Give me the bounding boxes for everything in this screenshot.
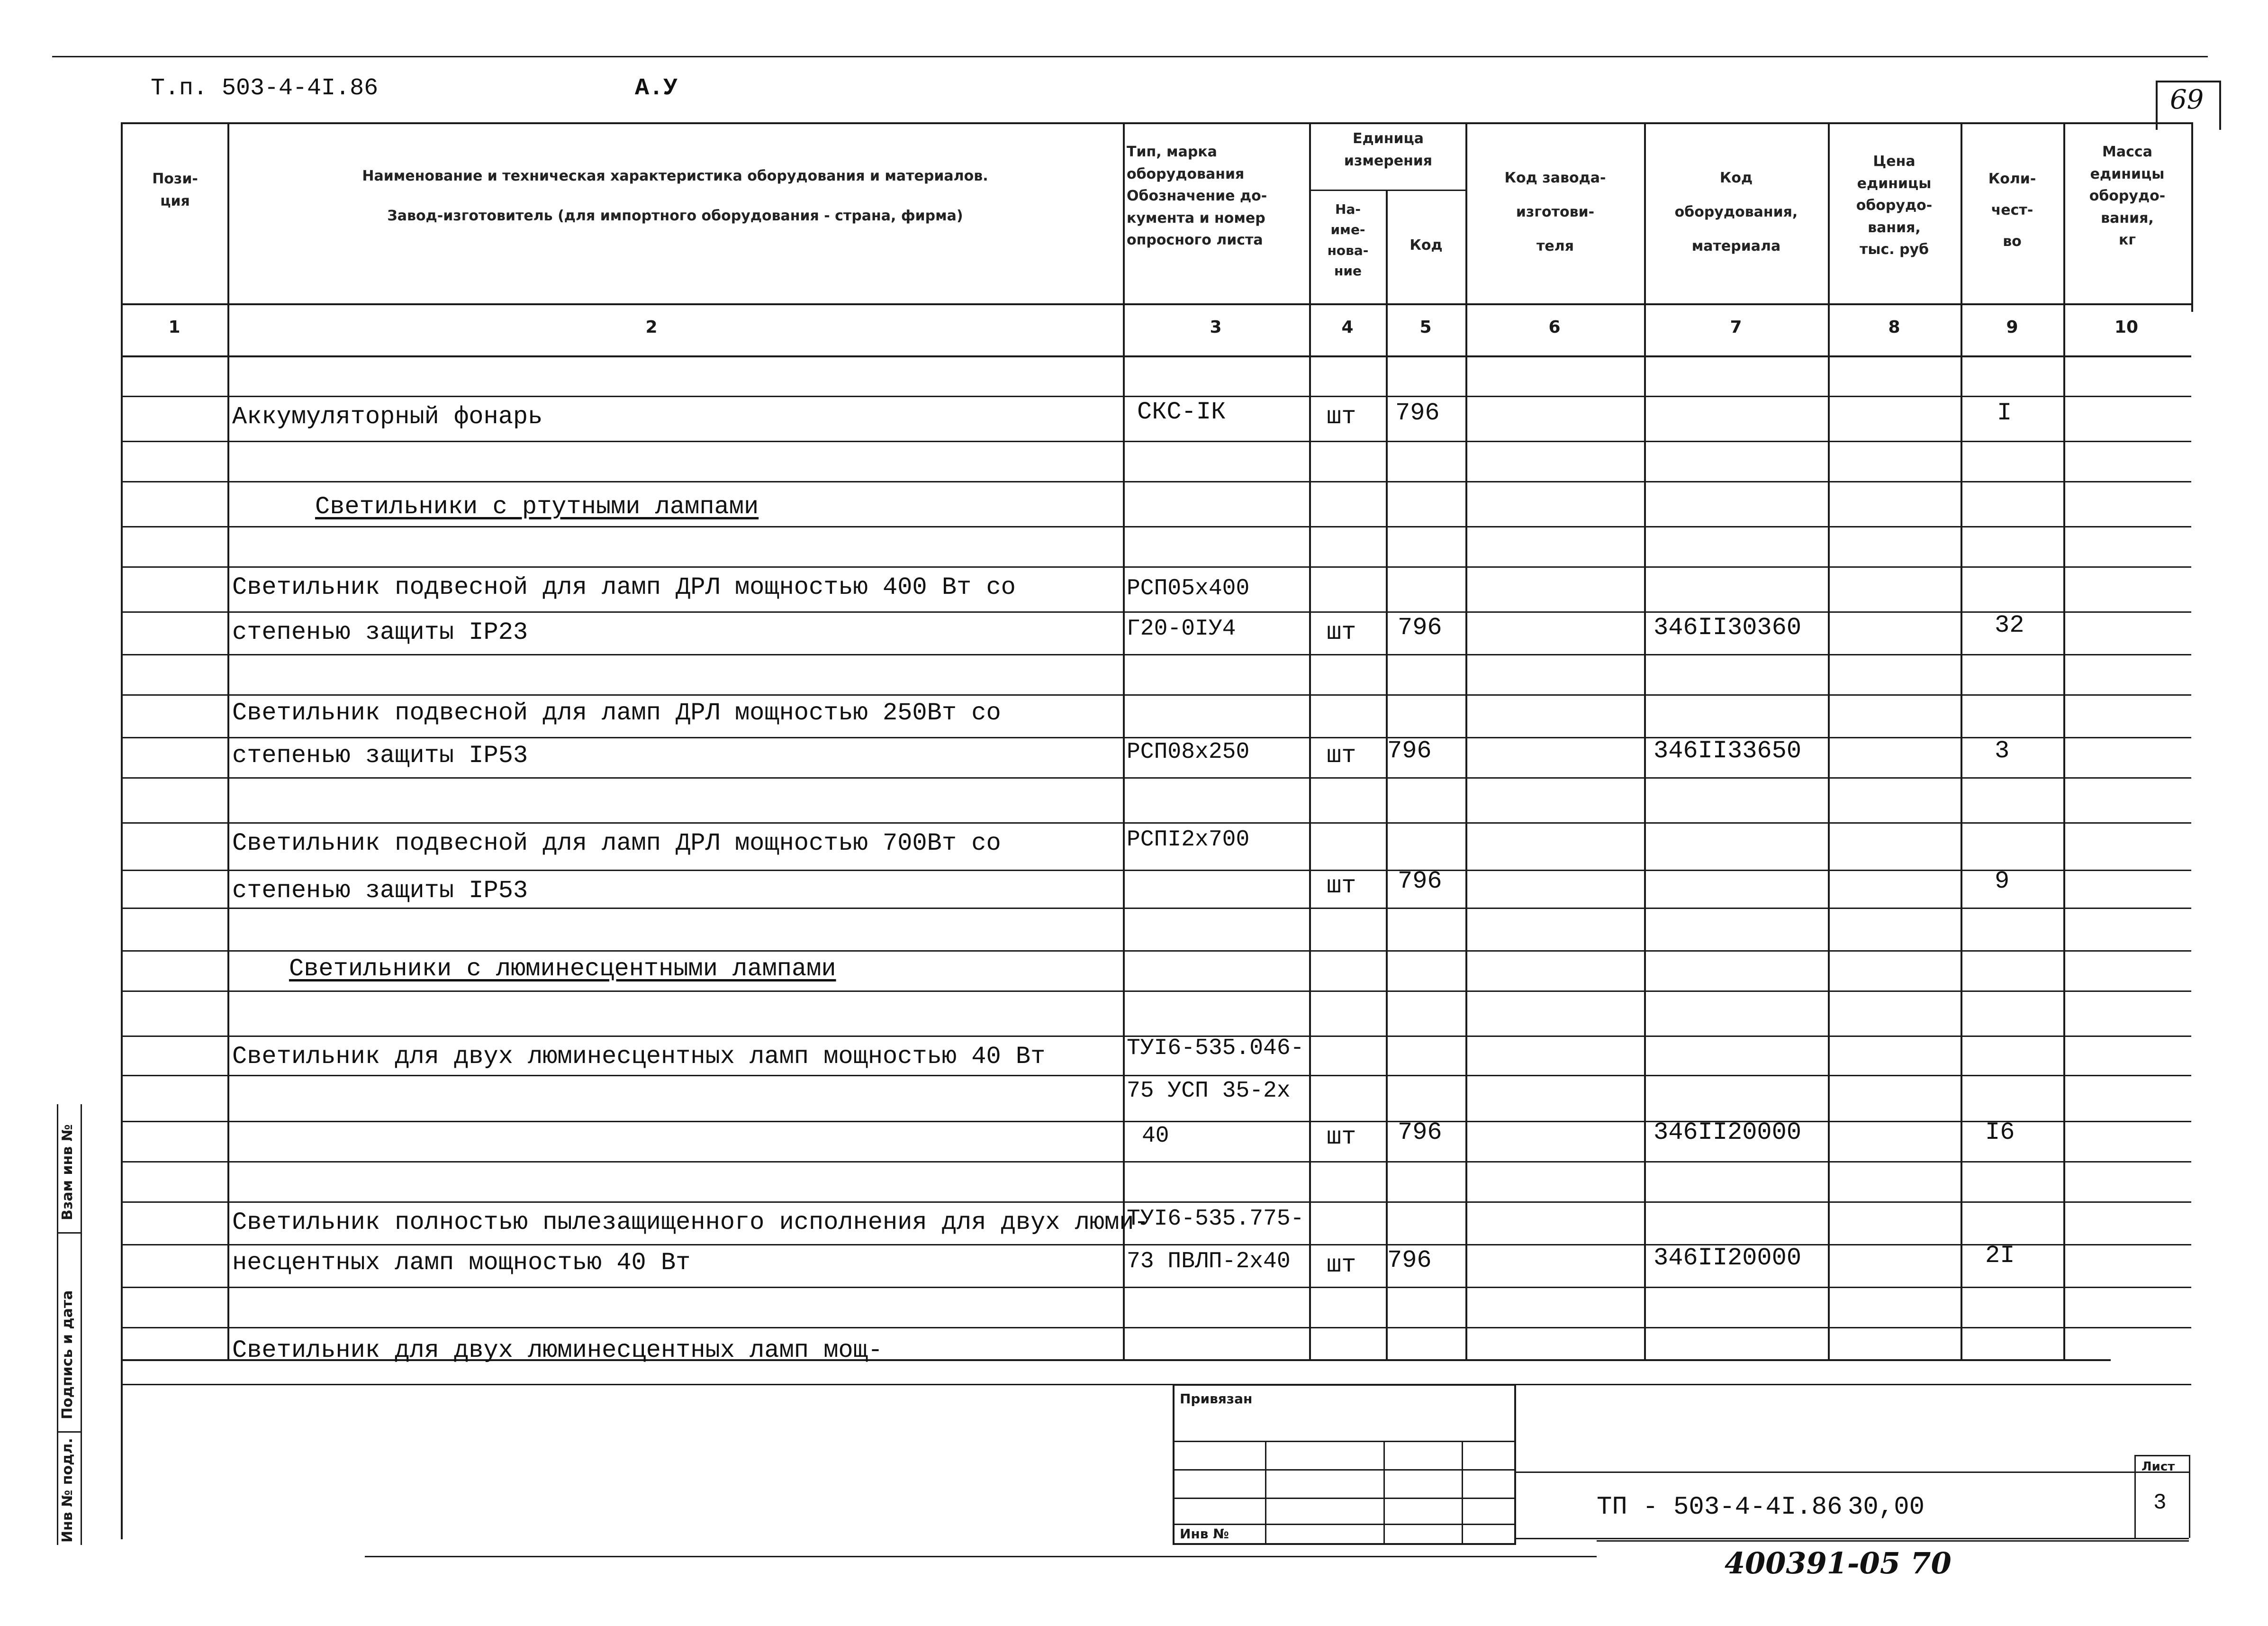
col-header-1: Пози- ция <box>152 171 198 209</box>
col-num-6: 6 <box>1548 318 1561 337</box>
item-name-line2: степенью защиты IP53 <box>232 742 528 770</box>
col-num-1: 1 <box>168 318 181 337</box>
item-type: РСПI2х700 <box>1127 827 1250 853</box>
section-label: А.У <box>635 75 678 102</box>
item-type-line1: РСП05х400 <box>1127 576 1250 601</box>
album-number: 30,00 <box>1848 1493 1925 1522</box>
item-qty: 32 <box>1995 611 2024 639</box>
col-header-5: Код <box>1410 237 1443 254</box>
col-num-5: 5 <box>1419 318 1432 337</box>
col-num-9: 9 <box>2006 318 2018 337</box>
col-header-2: Наименование и техническая характеристика оборудования и материалов. Завод-изготовитель (для импортного оборудования - страна, фирма) <box>362 168 988 224</box>
unit-group-header: Единица измерения <box>1344 130 1433 169</box>
item-material-code: 346II33650 <box>1654 737 1802 765</box>
item-type-line2: 73 ПВЛП-2х40 <box>1127 1249 1291 1274</box>
item-unit-code: 796 <box>1387 737 1432 765</box>
item-unit: шт <box>1327 618 1356 646</box>
sheet-label: Лист <box>2141 1460 2175 1474</box>
col-header-3: Тип, марка оборудования Обозначение до- кумента и номер опросного листа <box>1127 144 1267 248</box>
col-num-10: 10 <box>2114 318 2139 337</box>
doc-code: ТП - 503-4-4I.86 <box>1597 1493 1843 1522</box>
col-num-7: 7 <box>1730 318 1742 337</box>
margin-sign-date: Подпись и дата <box>59 1290 76 1419</box>
item-type: СКС-IК <box>1137 398 1226 426</box>
item-unit-code: 796 <box>1387 1246 1432 1274</box>
item-type-line2: 75 УСП 35-2х <box>1127 1078 1291 1104</box>
item-qty: 3 <box>1995 737 2010 765</box>
item-type-line3: 40 <box>1142 1123 1169 1149</box>
item-unit: шт <box>1327 742 1356 770</box>
item-name: Аккумуляторный фонарь <box>232 403 543 431</box>
item-type-line1: ТУI6-535.046- <box>1127 1036 1304 1061</box>
item-unit: шт <box>1327 1123 1356 1151</box>
item-name: Светильник для двух люминесцентных ламп мощностью 40 Вт <box>232 1043 1046 1071</box>
item-name-line1: Светильник подвесной для ламп ДРЛ мощностью 250Вт со <box>232 699 1001 727</box>
item-name-line2: несцентных ламп мощностью 40 Вт <box>232 1249 691 1277</box>
item-material-code: 346II20000 <box>1654 1244 1802 1272</box>
item-unit-code: 796 <box>1395 399 1440 427</box>
col-header-10: Масса единицы оборудо- вания, кг <box>2089 144 2166 248</box>
item-unit-code: 796 <box>1398 614 1442 642</box>
item-material-code: 346II30360 <box>1654 614 1802 642</box>
col-header-8: Цена единицы оборудо- вания, тыс. руб <box>1856 153 1933 258</box>
item-name-line1: Светильник полностью пылезащищенного исполнения для двух люми- <box>232 1208 1149 1236</box>
col-num-4: 4 <box>1341 318 1354 337</box>
item-qty: I <box>1997 399 2012 427</box>
item-name-line1: Светильник подвесной для ламп ДРЛ мощностью 700Вт со <box>232 829 1001 857</box>
margin-inv-orig: Инв № подл. <box>59 1438 76 1543</box>
page-number: 69 <box>2170 84 2204 115</box>
item-type: РСП08х250 <box>1127 739 1250 765</box>
privyazan-label: Привязан <box>1180 1391 1253 1407</box>
item-type-line1: ТУI6-535.775- <box>1127 1206 1304 1232</box>
col-num-2: 2 <box>645 318 658 337</box>
item-qty: I6 <box>1985 1118 2015 1146</box>
footer-code: 400391-05 70 <box>1725 1546 1952 1581</box>
inv-no-label: Инв № <box>1180 1526 1229 1542</box>
col-header-9: Коли- чест- во <box>1988 171 2036 250</box>
item-name: Светильник для двух люминесцентных ламп мощ- <box>232 1336 883 1364</box>
section-title: Светильники с ртутными лампами <box>315 493 759 521</box>
item-unit: шт <box>1327 1251 1356 1279</box>
sheet-number: 3 <box>2153 1490 2167 1515</box>
item-qty: 2I <box>1985 1242 2015 1270</box>
col-num-3: 3 <box>1210 318 1222 337</box>
item-name-line2: степенью защиты IP53 <box>232 877 528 905</box>
item-unit: шт <box>1327 872 1356 900</box>
item-unit: шт <box>1327 403 1356 431</box>
section-title: Светильники с люминесцентными лампами <box>289 955 836 983</box>
col-header-7: Код оборудования, материала <box>1674 170 1798 254</box>
item-unit-code: 796 <box>1398 867 1442 895</box>
margin-vzam-inv: Взам инв № <box>59 1124 76 1220</box>
item-unit-code: 796 <box>1398 1118 1442 1146</box>
col-header-6: Код завода- изготови- теля <box>1504 170 1606 254</box>
item-type-line2: Г20-0IУ4 <box>1127 616 1236 642</box>
item-material-code: 346II20000 <box>1654 1118 1802 1146</box>
item-qty: 9 <box>1995 867 2010 895</box>
doc-ref: Т.п. 503-4-4I.86 <box>151 75 379 102</box>
col-num-8: 8 <box>1888 318 1900 337</box>
item-name-line1: Светильник подвесной для ламп ДРЛ мощностью 400 Вт со <box>232 573 1016 601</box>
item-name-line2: степенью защиты IP23 <box>232 618 528 646</box>
col-header-4: На- име- нова- ние <box>1327 201 1369 279</box>
